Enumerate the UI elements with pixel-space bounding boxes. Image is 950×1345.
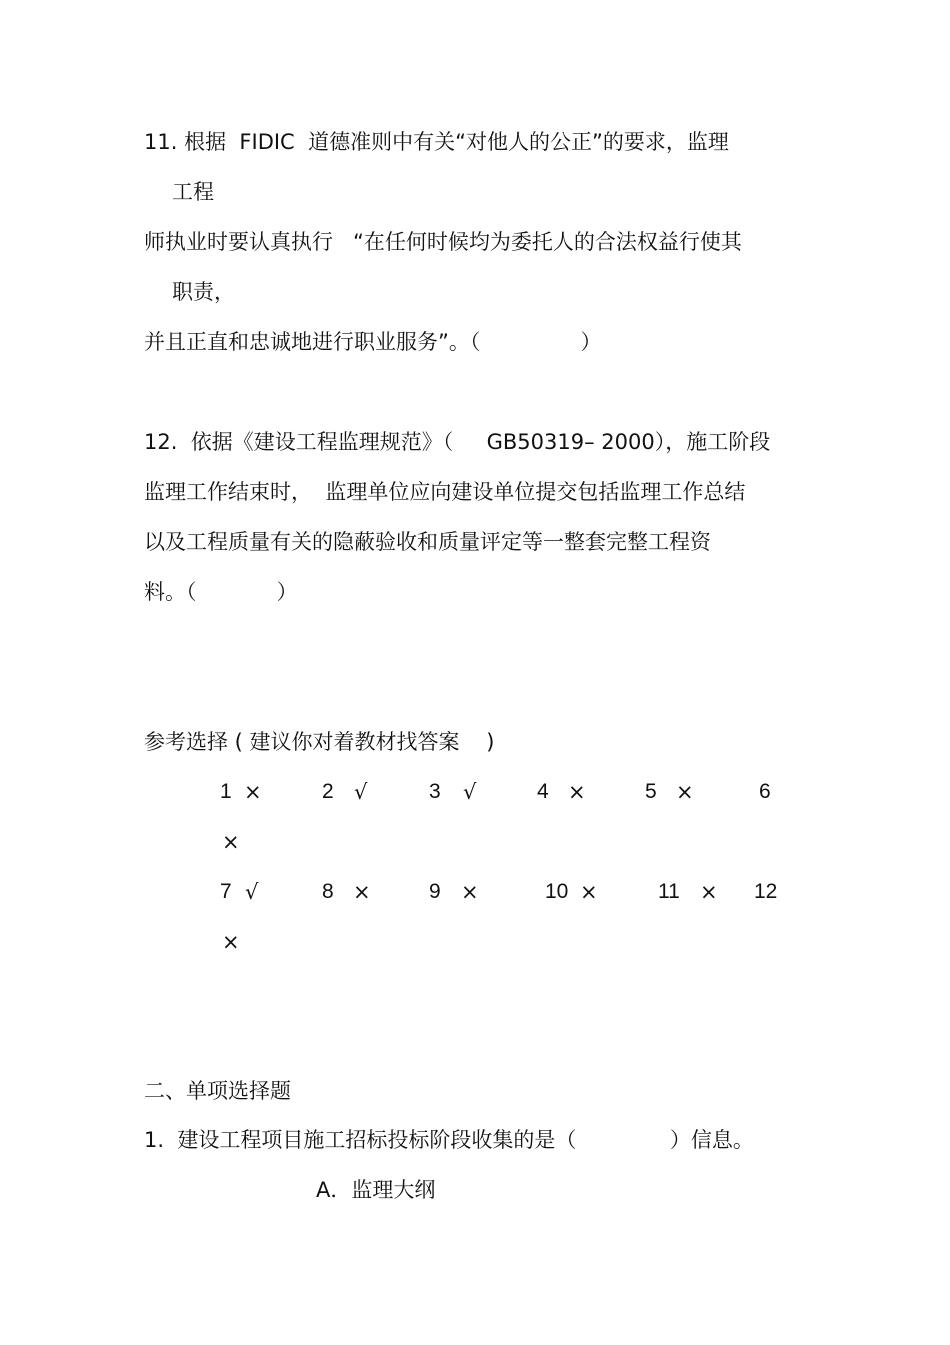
answer-1-mark: ×	[244, 780, 262, 804]
answer-2-number: 2	[322, 780, 334, 803]
q11-line-5: 并且正直和忠诚地进行职业服务”。（ ）	[144, 330, 602, 354]
answer-10-mark: ×	[580, 880, 598, 904]
answer-11-mark: ×	[700, 880, 718, 904]
answer-4-mark: ×	[568, 780, 586, 804]
answer-10-number: 10	[545, 880, 569, 903]
q11-line-3: 师执业时要认真执行 “在任何时候均为委托人的合法权益行使其	[144, 230, 742, 254]
q11-line-2: 工程	[172, 180, 214, 204]
answer-12-mark: ×	[222, 930, 240, 954]
answer-7-number: 7	[220, 880, 232, 903]
answer-12-number: 12	[754, 880, 778, 903]
question-1-option-a: A．监理大纲	[316, 1178, 436, 1202]
answer-2-mark: √	[354, 780, 368, 804]
answer-3-mark: √	[463, 780, 477, 804]
answer-8-number: 8	[322, 880, 334, 903]
answer-6-number: 6	[759, 780, 771, 803]
q12-line-1: 12. 依据《建设工程监理规范》（ GB50319– 2000），施工阶段	[144, 430, 771, 454]
q12-line-4: 料。（ ）	[144, 580, 298, 604]
answer-6-mark: ×	[222, 830, 240, 854]
answer-5-mark: ×	[676, 780, 694, 804]
answer-7-mark: √	[245, 880, 259, 904]
section-2-question-1: 1. 建设工程项目施工招标投标阶段收集的是（ ）信息。	[144, 1128, 754, 1152]
q11-line-4: 职责，	[172, 280, 235, 304]
answer-4-number: 4	[537, 780, 549, 803]
section-2-heading: 二、单项选择题	[144, 1079, 291, 1103]
answer-5-number: 5	[645, 780, 657, 803]
q12-line-2: 监理工作结束时， 监理单位应向建设单位提交包括监理工作总结	[144, 480, 746, 504]
q12-line-3: 以及工程质量有关的隐蔽验收和质量评定等一整套完整工程资	[144, 530, 711, 554]
answer-9-number: 9	[429, 880, 441, 903]
answer-1-number: 1	[220, 780, 232, 803]
answer-3-number: 3	[429, 780, 441, 803]
answer-8-mark: ×	[353, 880, 371, 904]
answer-9-mark: ×	[461, 880, 479, 904]
answers-heading: 参考选择 ( 建议你对着教材找答案 )	[144, 730, 495, 754]
q11-line-1: 11. 根据 FIDIC 道德准则中有关“对他人的公正”的要求，监理	[144, 130, 729, 154]
answer-11-number: 11	[658, 880, 680, 903]
